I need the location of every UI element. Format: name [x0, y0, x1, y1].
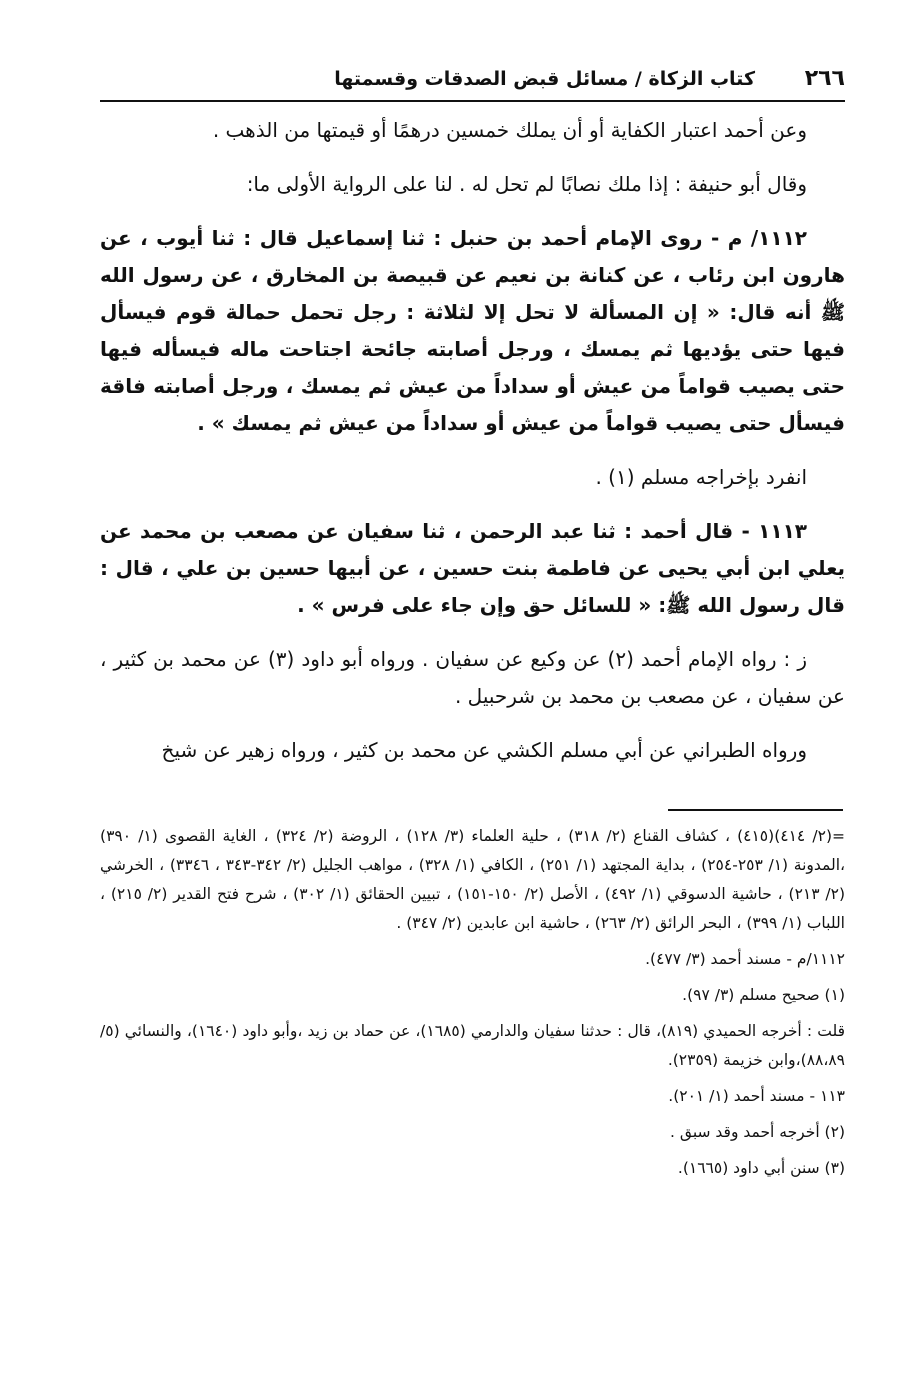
paragraph: وعن أحمد اعتبار الكفاية أو أن يملك خمسين درهمًا أو قيمتها من الذهب . — [212, 118, 807, 142]
footnote: قلت : أخرجه الحميدي (٨١٩)، قال : حدثنا سفيان والدارمي (١٦٨٥)، عن حماد بن زيد ،وأبو داود (١٦٤٠)، والنسائي (٥/ ٨٨،٨٩)،وابن خزيمة (٢٣٥٩). — [100, 1022, 845, 1069]
page-number: ٢٦٦ — [804, 66, 845, 91]
page-header — [100, 66, 845, 102]
paragraph: انفرد بإخراجه مسلم (١) . — [595, 465, 807, 489]
running-title: كتاب الزكاة / مسائل قبض الصدقات وقسمتها — [326, 68, 755, 90]
footnote: (٣) سنن أبي داود (١٦٦٥). — [677, 1159, 845, 1177]
paragraph: ورواه الطبراني عن أبي مسلم الكشي عن محمد بن كثير ، ورواه زهير عن شيخ — [161, 738, 807, 762]
footnote: (١) صحيح مسلم (٣/ ٩٧). — [682, 986, 845, 1004]
footnote-separator — [668, 809, 843, 811]
hadith-1112: ١١١٢/ م - روى الإمام أحمد بن حنبل : ثنا إسماعيل قال : ثنا أيوب ، عن هارون ابن رئاب ، عن كنانة بن نعيم عن قبيصة بن المخارق ، عن رسول الله ﷺ أنه قال: « إن المسألة لا تحل إلا لثلاثة : رجل تحمل حمالة قوم فيسأل فيها حتى يؤديها ثم يمسك ، ورجل أصابته جائحة اجتاحت ماله فيسأله فيها حتى يصيب قواماً من عيش أو سداداً من عيش ثم يمسك ، ورجل أصابته فاقة فيسأل حتى يصيب قواماً من عيش أو سداداً من عيش ثم يمسك » . — [100, 226, 845, 435]
footnote: =(٢/ ٤١٤)(٤١٥) ، كشاف القناع (٢/ ٣١٨) ، حلية العلماء (٣/ ١٢٨) ، الروضة (٢/ ٣٢٤) ، الغاية القصوى (١/ ٣٩٠) ،المدونة (١/ ٢٥٣-٢٥٤) ، بداية المجتهد (١/ ٢٥١) ، الكافي (١/ ٣٢٨) ، مواهب الجليل (٢/ ٣٤٢-٣٤٣ ، ٣٣٤٦) ، الخرشي (٢/ ٢١٣) ، حاشية الدسوقي (١/ ٤٩٢) ، الأصل (٢/ ١٥٠-١٥١) ، تبيين الحقائق (١/ ٣٠٢) ، شرح فتح القدير (٢/ ٢١٥) ، اللباب (١/ ٣٩٩) ، البحر الرائق (٢/ ٢٦٣) ، حاشية ابن عابدين (٢/ ٣٤٧) . — [100, 827, 846, 932]
footnote: ١١١٢/م - مسند أحمد (٣/ ٤٧٧). — [645, 950, 845, 968]
main-text — [100, 112, 845, 786]
paragraph: وقال أبو حنيفة : إذا ملك نصابًا لم تحل له . لنا على الرواية الأولى ما: — [246, 172, 807, 196]
footnote: ١١٣ - مسند أحمد (١/ ٢٠١). — [668, 1087, 845, 1105]
footnote: (٢) أخرجه أحمد وقد سبق . — [670, 1123, 845, 1141]
paragraph: ز : رواه الإمام أحمد (٢) عن وكيع عن سفيان . ورواه أبو داود (٣) عن محمد بن كثير ، عن سفيان ، عن مصعب بن محمد بن شرحبيل . — [100, 647, 845, 708]
hadith-1113: ١١١٣ - قال أحمد : ثنا عبد الرحمن ، ثنا سفيان عن مصعب بن محمد عن يعلي ابن أبي يحيى عن فاطمة بنت حسين ، عن أبيها حسين بن علي ، قال : قال رسول الله ﷺ: « للسائل حق وإن جاء على فرس » . — [100, 519, 845, 617]
footnotes — [100, 822, 845, 1190]
